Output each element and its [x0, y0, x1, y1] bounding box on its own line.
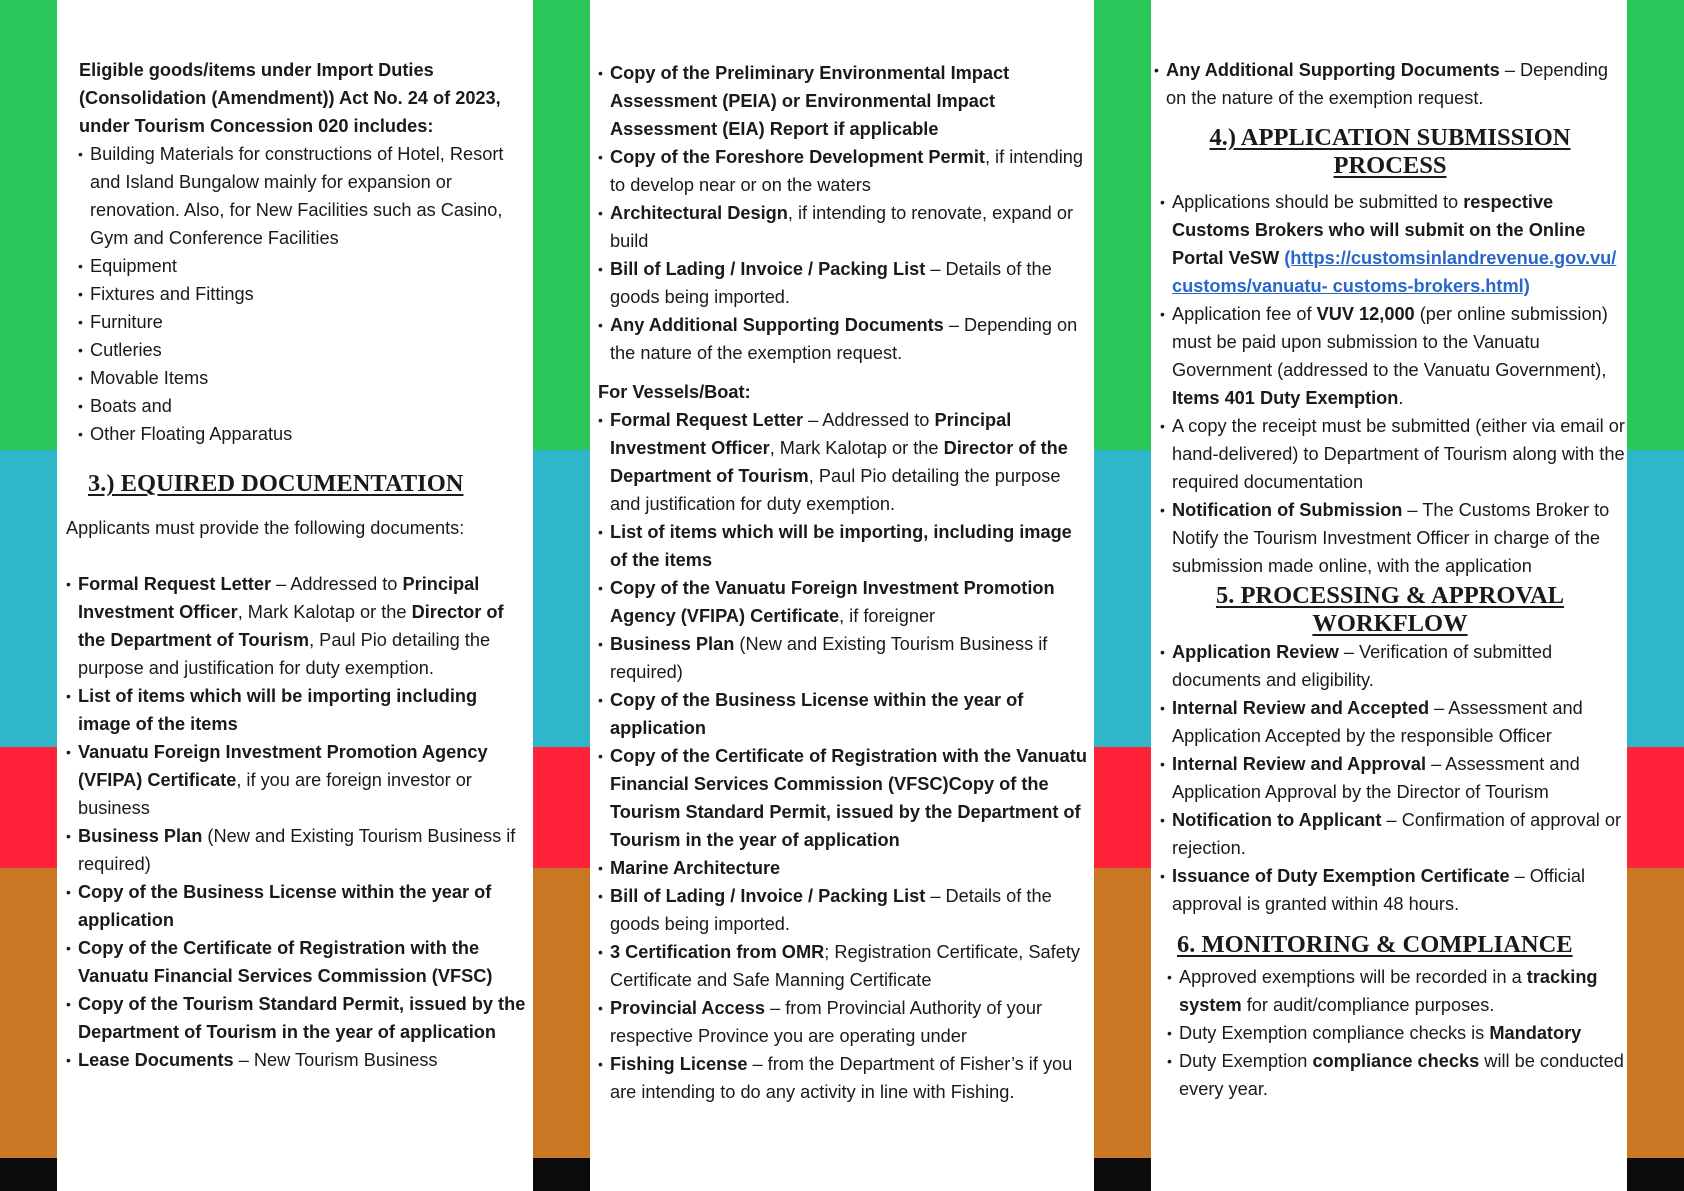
submission-process-list [1154, 188, 1626, 580]
column-documents-continued [598, 59, 1092, 1106]
stripe-band-green [0, 0, 57, 450]
processing-workflow-list [1154, 638, 1626, 918]
required-documents-list [66, 570, 532, 1074]
stripe-band-orange [0, 868, 57, 1158]
vessels-title: For Vessels/Boat: [598, 382, 751, 402]
stripe-band-red [0, 747, 57, 868]
stripe-band-black [533, 1158, 590, 1191]
list-item: • Copy of the Certificate of Registration with the Vanuatu Financial Services Commission (VFSC) [66, 934, 532, 990]
stripe-band-blue [1627, 450, 1684, 747]
list-item: • Furniture [78, 308, 532, 336]
stripe-band-orange [533, 868, 590, 1158]
list-item: • Any Additional Supporting Documents – Depending on the nature of the exemption request. [1154, 56, 1626, 112]
list-item: • Notification of Submission – The Customs Broker to Notify the Tourism Investment Officer in charge of the submission made online, with the application [1160, 496, 1626, 580]
list-item: • Lease Documents – New Tourism Business [66, 1046, 532, 1074]
list-item: • Boats and [78, 392, 532, 420]
column-submission-process [1154, 56, 1626, 1103]
stripe-band-green [1627, 0, 1684, 450]
list-item: • Formal Request Letter – Addressed to Principal Investment Officer, Mark Kalotap or the Director of the Department of Tourism, Paul Pio detailing the purpose and justification for duty exemption. [66, 570, 532, 682]
eligible-goods-list [66, 140, 532, 448]
list-item: • Provincial Access – from Provincial Authority of your respective Province you are operating under [598, 994, 1092, 1050]
list-item: • Architectural Design, if intending to renovate, expand or build [598, 199, 1092, 255]
stripe-band-black [1094, 1158, 1151, 1191]
list-item: • Copy of the Preliminary Environmental Impact Assessment (PEIA) or Environmental Impact Assessment (EIA) Report if applicable [598, 59, 1092, 143]
stripe-band-blue [533, 450, 590, 747]
list-item: • Marine Architecture [598, 854, 1092, 882]
stripe-band-black [1627, 1158, 1684, 1191]
list-item: • Application Review – Verification of submitted documents and eligibility. [1160, 638, 1626, 694]
stripe-band-blue [1094, 450, 1151, 747]
list-item: • Equipment [78, 252, 532, 280]
stripe-left [0, 0, 57, 1191]
stripe-band-red [1094, 747, 1151, 868]
list-item: • Vanuatu Foreign Investment Promotion Agency (VFIPA) Certificate, if you are foreign investor or business [66, 738, 532, 822]
eligible-goods-intro: Eligible goods/items under Import Duties (Consolidation (Amendment)) Act No. 24 of 2023, under Tourism Concession 020 includes: [79, 60, 501, 136]
list-item: • Notification to Applicant – Confirmation of approval or rejection. [1160, 806, 1626, 862]
stripe-band-blue [0, 450, 57, 747]
list-item: • Business Plan (New and Existing Tourism Business if required) [598, 630, 1092, 686]
list-item: • List of items which will be importing including image of the items [66, 682, 532, 738]
stripe-band-orange [1094, 868, 1151, 1158]
section-heading-processing-workflow: 5. PROCESSING & APPROVAL WORKFLOW [1215, 582, 1565, 637]
stripe-middle-left [533, 0, 590, 1191]
section-heading-application-submission: 4.) APPLICATION SUBMISSION PROCESS [1209, 124, 1571, 179]
stripe-middle-right [1094, 0, 1151, 1191]
monitoring-compliance-list [1154, 963, 1626, 1103]
list-item: • Copy of the Business License within the year of application [598, 686, 1092, 742]
documents-continued-list [598, 59, 1092, 367]
list-item: • Any Additional Supporting Documents – Depending on the nature of the exemption request. [598, 311, 1092, 367]
documents-lead: Applicants must provide the following documents: [66, 518, 465, 538]
list-item: • Movable Items [78, 364, 532, 392]
list-item: • Copy of the Vanuatu Foreign Investment Promotion Agency (VFIPA) Certificate, if foreigner [598, 574, 1092, 630]
vessels-documents-list [598, 406, 1092, 1106]
customs-brokers-link[interactable]: (https://customsinlandrevenue.gov.vu/ customs/vanuatu- customs-brokers.html) [1172, 248, 1617, 296]
list-item: • Cutleries [78, 336, 532, 364]
list-item: • Duty Exemption compliance checks will be conducted every year. [1167, 1047, 1626, 1103]
column-eligible-goods [66, 56, 532, 1074]
list-item: • Formal Request Letter – Addressed to Principal Investment Officer, Mark Kalotap or the Director of the Department of Tourism, Paul Pio detailing the purpose and justification for duty exemption. [598, 406, 1092, 518]
list-item: • Bill of Lading / Invoice / Packing List – Details of the goods being imported. [598, 255, 1092, 311]
supporting-documents-list [1154, 56, 1626, 112]
list-item: • Building Materials for constructions of Hotel, Resort and Island Bungalow mainly for expansion or renovation. Also, for New Facilities such as Casino, Gym and Conference Facilities [78, 140, 532, 252]
list-item: • List of items which will be importing, including image of the items [598, 518, 1092, 574]
list-item: • Fishing License – from the Department of Fisher’s if you are intending to do any activity in line with Fishing. [598, 1050, 1092, 1106]
list-item: • Internal Review and Accepted – Assessment and Application Accepted by the responsible Officer [1160, 694, 1626, 750]
stripe-right [1627, 0, 1684, 1191]
section-heading-monitoring-compliance: 6. MONITORING & COMPLIANCE [1177, 931, 1573, 958]
list-item: • Duty Exemption compliance checks is Mandatory [1167, 1019, 1626, 1047]
list-item: • Business Plan (New and Existing Tourism Business if required) [66, 822, 532, 878]
list-item: • Applications should be submitted to respective Customs Brokers who will submit on the Online Portal VeSW (https://customsinlandrevenue.gov.vu/ customs/vanuatu- customs-brokers.html) [1160, 188, 1626, 300]
list-item: • Bill of Lading / Invoice / Packing List – Details of the goods being imported. [598, 882, 1092, 938]
stripe-band-red [533, 747, 590, 868]
list-item: • Internal Review and Approval – Assessment and Application Approval by the Director of Tourism [1160, 750, 1626, 806]
list-item: • Copy of the Foreshore Development Permit, if intending to develop near or on the waters [598, 143, 1092, 199]
list-item: • A copy the receipt must be submitted (either via email or hand-delivered) to Department of Tourism along with the required documentation [1160, 412, 1626, 496]
list-item: • Other Floating Apparatus [78, 420, 532, 448]
list-item: • Copy of the Tourism Standard Permit, issued by the Department of Tourism in the year of application [66, 990, 532, 1046]
list-item: • Application fee of VUV 12,000 (per online submission) must be paid upon submission to the Vanuatu Government (addressed to the Vanuatu Government), Items 401 Duty Exemption. [1160, 300, 1626, 412]
stripe-band-red [1627, 747, 1684, 868]
list-item: • Approved exemptions will be recorded in a tracking system for audit/compliance purposes. [1167, 963, 1626, 1019]
stripe-band-green [1094, 0, 1151, 450]
list-item: • Copy of the Business License within the year of application [66, 878, 532, 934]
list-item: • Issuance of Duty Exemption Certificate – Official approval is granted within 48 hours. [1160, 862, 1626, 918]
stripe-band-green [533, 0, 590, 450]
section-heading-required-documentation: 3.) EQUIRED DOCUMENTATION [88, 470, 464, 497]
list-item: • Copy of the Certificate of Registration with the Vanuatu Financial Services Commission (VFSC)Copy of the Tourism Standard Permit, issued by the Department of Tourism in the year of application [598, 742, 1092, 854]
stripe-band-orange [1627, 868, 1684, 1158]
list-item: • Fixtures and Fittings [78, 280, 532, 308]
list-item: • 3 Certification from OMR; Registration Certificate, Safety Certificate and Safe Manning Certificate [598, 938, 1092, 994]
stripe-band-black [0, 1158, 57, 1191]
